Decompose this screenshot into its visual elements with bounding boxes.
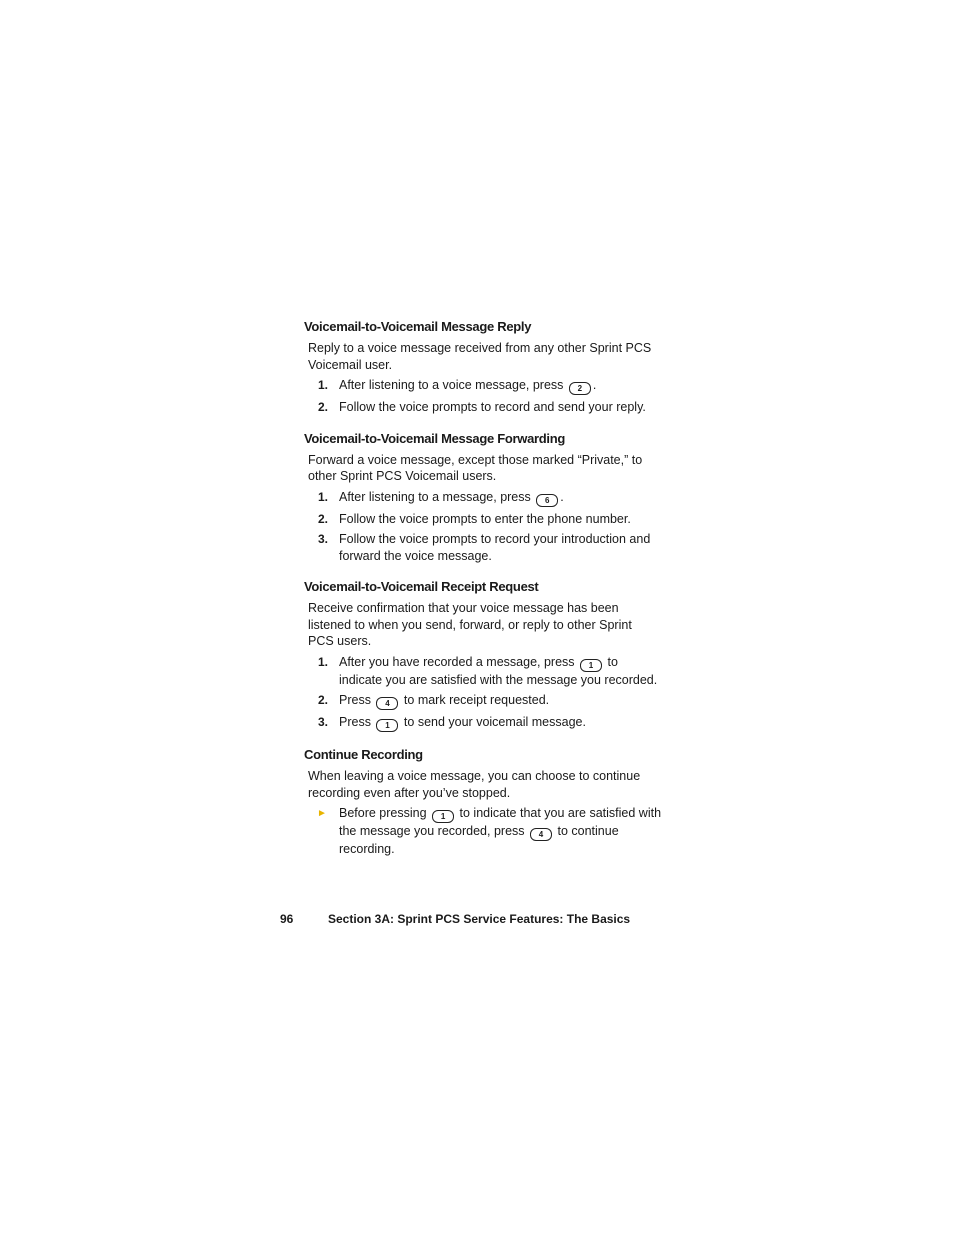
bullet-text: Before pressing <box>339 806 427 820</box>
bullet-text: to indicate that you are satisfied with the message you recorded, press <box>339 806 662 838</box>
step-text: . <box>560 489 564 504</box>
step-number: 3. <box>318 532 329 546</box>
list-item <box>304 654 664 689</box>
key-4-icon: 4 <box>376 697 398 710</box>
step-text: Follow the voice prompts to enter the phone number. <box>339 511 631 526</box>
section-intro: Forward a voice message, except those marked “Private,” to other Sprint PCS Voicemail users. <box>308 452 643 483</box>
triangle-bullet-icon: ► <box>317 808 327 819</box>
step-number: 3. <box>318 715 329 729</box>
step-number: 2. <box>318 400 329 414</box>
key-6-icon: 6 <box>536 494 558 507</box>
section-title: Voicemail-to-Voicemail Message Forwarding <box>304 430 566 446</box>
step-number: 1. <box>318 489 329 504</box>
step-text: Follow the voice prompts to record and send your reply. <box>339 400 646 414</box>
list-item <box>304 531 664 564</box>
list-item <box>304 377 664 395</box>
section-message-reply <box>304 318 664 416</box>
step-number: 1. <box>318 378 329 392</box>
key-1-icon: 1 <box>376 719 398 732</box>
key-1-icon: 1 <box>432 810 454 823</box>
list-item <box>304 489 664 507</box>
step-number: 2. <box>318 693 329 707</box>
list-item <box>304 511 664 528</box>
section-title: Voicemail-to-Voicemail Receipt Request <box>304 579 539 594</box>
section-receipt-request <box>304 578 664 732</box>
step-number: 1. <box>318 654 329 669</box>
key-2-icon: 2 <box>569 382 591 395</box>
step-text: After listening to a message, press <box>339 489 531 504</box>
step-text: to indicate you are satisfied with the message you recorded. <box>339 654 658 687</box>
page-footer <box>280 912 630 926</box>
step-number: 2. <box>318 511 329 526</box>
key-1-icon: 1 <box>580 659 602 672</box>
bullet-text: to continue recording. <box>339 824 619 856</box>
footer-section-title: Section 3A: Sprint PCS Service Features: The Basics <box>328 912 631 926</box>
step-text: to send your voicemail message. <box>403 715 586 729</box>
section-continue-recording <box>304 746 664 858</box>
section-message-forwarding <box>304 430 664 565</box>
list-item <box>304 805 664 858</box>
step-text: Press <box>339 715 371 729</box>
section-title: Continue Recording <box>304 747 423 762</box>
section-intro: Receive confirmation that your voice message has been listened to when you send, forward, or reply to other Sprint PCS users. <box>308 601 632 648</box>
page-content <box>304 318 664 872</box>
step-text: After listening to a voice message, press <box>339 378 564 392</box>
key-4-icon: 4 <box>530 828 552 841</box>
step-text: to mark receipt requested. <box>403 693 550 707</box>
list-item <box>304 692 664 710</box>
page-number: 96 <box>280 912 294 926</box>
list-item <box>304 399 664 416</box>
step-text: Press <box>339 693 371 707</box>
step-text: Follow the voice prompts to record your introduction and forward the voice message. <box>339 532 651 563</box>
section-intro: When leaving a voice message, you can choose to continue recording even after you’ve stopped. <box>308 769 641 800</box>
section-title: Voicemail-to-Voicemail Message Reply <box>304 319 532 334</box>
list-item <box>304 714 664 732</box>
step-text: After you have recorded a message, press <box>339 654 575 669</box>
step-text: . <box>592 378 597 392</box>
section-intro: Reply to a voice message received from any other Sprint PCS Voicemail user. <box>308 341 652 372</box>
